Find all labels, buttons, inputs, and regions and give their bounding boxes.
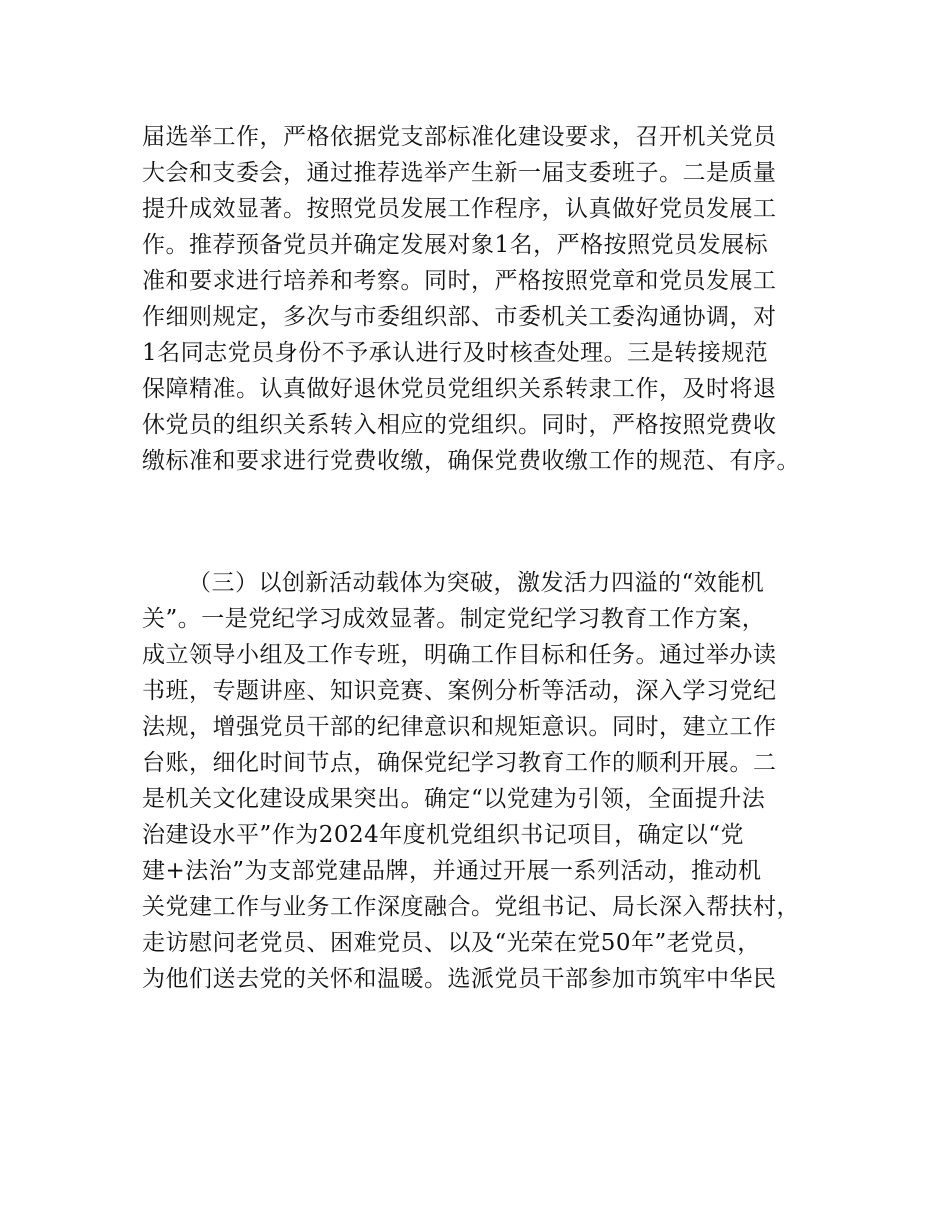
text-line: 关党建工作与业务工作深度融合。党组书记、局长深入帮扶村， xyxy=(142,894,800,920)
section-heading-line: （三）以创新活动载体为突破，激发活力四溢的“效能机 xyxy=(188,570,765,596)
text-line: 缴标准和要求进行党费收缴，确保党费收缴工作的规范、有序。 xyxy=(142,448,800,474)
text-line: 关”。一是党纪学习成效显著。制定党纪学习教育工作方案， xyxy=(142,606,766,632)
text-line: 书班，专题讲座、知识竞赛、案例分析等活动，深入学习党纪 xyxy=(142,678,777,704)
text-line: 法规，增强党员干部的纪律意识和规矩意识。同时，建立工作 xyxy=(142,714,777,740)
text-line: 休党员的组织关系转入相应的党组织。同时，严格按照党费收 xyxy=(142,412,777,438)
text-line: 台账，细化时间节点，确保党纪学习教育工作的顺利开展。二 xyxy=(142,750,777,776)
text-line: 1名同志党员身份不予承认进行及时核查处理。三是转接规范 xyxy=(142,340,769,366)
text-line: 届选举工作，严格依据党支部标准化建设要求，召开机关党员 xyxy=(142,124,777,150)
text-line: 建+法治”为支部党建品牌，并通过开展一系列活动，推动机 xyxy=(142,858,762,884)
text-line: 走访慰问老党员、困难党员、以及“光荣在党50年”老党员， xyxy=(142,930,761,956)
text-line: 是机关文化建设成果突出。确定“以党建为引领，全面提升法 xyxy=(142,786,766,812)
text-line: 治建设水平”作为2024年度机党组织书记项目，确定以“党 xyxy=(142,822,745,848)
paragraph-innovation-activities xyxy=(142,565,832,997)
text-line: 提升成效显著。按照党员发展工作程序，认真做好党员发展工 xyxy=(142,196,777,222)
text-line: 作细则规定，多次与市委组织部、市委机关工委沟通协调，对 xyxy=(142,304,777,330)
text-line: 大会和支委会，通过推荐选举产生新一届支委班子。二是质量 xyxy=(142,160,777,186)
text-line: 保障精准。认真做好退休党员党组织关系转隶工作，及时将退 xyxy=(142,376,777,402)
paragraph-party-organization-standards xyxy=(142,119,832,479)
text-line: 为他们送去党的关怀和温暖。选派党员干部参加市筑牢中华民 xyxy=(142,966,777,992)
text-line: 成立领导小组及工作专班，明确工作目标和任务。通过举办读 xyxy=(142,642,777,668)
text-line: 准和要求进行培养和考察。同时，严格按照党章和党员发展工 xyxy=(142,268,777,294)
text-line: 作。推荐预备党员并确定发展对象1名，严格按照党员发展标 xyxy=(142,232,769,258)
